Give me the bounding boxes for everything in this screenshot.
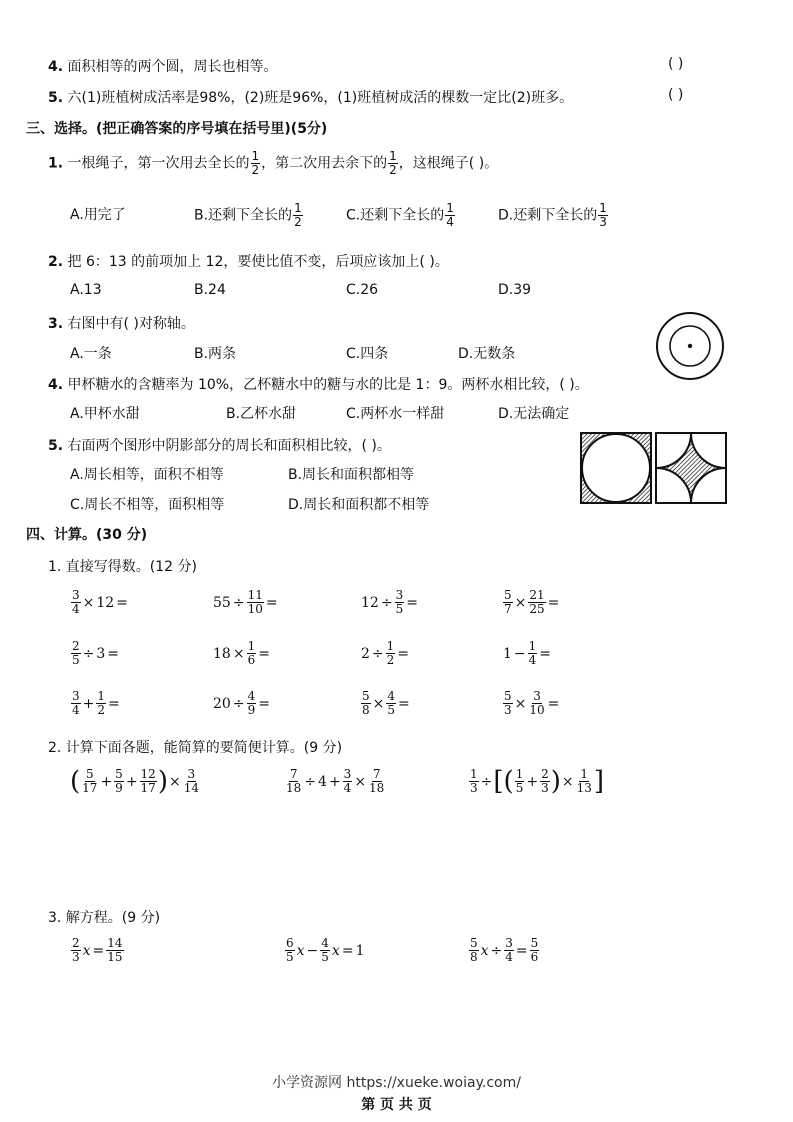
option-d[interactable]: D.无法确定 — [498, 406, 570, 422]
judge-q5 — [48, 87, 573, 107]
calc-expr[interactable]: $\frac{3}{4}$ × 12 = — [72, 588, 128, 616]
part-1-label: 1. 直接写得数。(12 分) — [48, 559, 197, 575]
calc-expr[interactable]: 1 − $\frac{1}{4}$ = — [503, 639, 552, 667]
option-b[interactable]: B.周长和面积都相等 — [288, 467, 415, 483]
choice-q3 — [48, 313, 195, 333]
q-number: 4. — [48, 377, 64, 393]
option-c[interactable]: C.还剩下全长的 $\frac{1}{4}$ — [346, 201, 454, 229]
section-4-title: 四、计算。(30 分) — [26, 527, 148, 543]
q-number: 2. — [48, 254, 64, 270]
q-text: 右图中有( )对称轴。 — [67, 316, 195, 332]
choice-q4 — [48, 374, 589, 394]
q-text: ，这根绳子( )。 — [398, 155, 499, 172]
option-b[interactable]: B.24 — [194, 282, 226, 298]
calc-expr[interactable]: 20 ÷ $\frac{4}{9}$ = — [213, 689, 270, 717]
option-b[interactable]: B.还剩下全长的 $\frac{1}{2}$ — [194, 201, 302, 229]
simplify-expr[interactable]: $\frac{1}{3}$ ÷[( $\frac{1}{5}$ + $\frac{2}{3}$ )× $\frac{1}{13}$ ] — [470, 766, 605, 797]
judge-q4 — [48, 56, 278, 76]
footer-source: 小学资源网 https://xueke.woiay.com/ — [272, 1075, 521, 1091]
option-d[interactable]: D.周长和面积都不相等 — [288, 497, 430, 513]
page-number: 第 页 共 页 — [361, 1097, 432, 1113]
part-3-label: 3. 解方程。(9 分) — [48, 910, 161, 926]
calc-expr[interactable]: 2 ÷ $\frac{1}{2}$ = — [361, 639, 410, 667]
calc-expr[interactable]: $\frac{5}{8}$ × $\frac{4}{5}$ = — [362, 689, 410, 717]
option-c[interactable]: C.两杯水一样甜 — [346, 406, 445, 422]
option-d[interactable]: D.39 — [498, 282, 532, 298]
option-b[interactable]: B.两条 — [194, 346, 237, 362]
simplify-expr[interactable]: $\frac{7}{18}$ ÷ 4 + $\frac{3}{4}$ × $\frac{7}{18}$ — [286, 767, 385, 795]
q-text: 右面两个图形中阴影部分的周长和面积相比较，( )。 — [67, 438, 391, 454]
q-text: 面积相等的两个圆，周长也相等。 — [67, 59, 278, 75]
choice-q1 — [48, 150, 498, 177]
calc-expr[interactable]: $\frac{5}{7}$ × $\frac{21}{25}$ = — [504, 588, 560, 616]
choice-q2 — [48, 251, 449, 271]
q-text: 六(1)班植树成活率是98%，(2)班是96%，(1)班植树成活的棵数一定比(2)班多。 — [67, 90, 574, 106]
equation[interactable]: $\frac{2}{3}$ x = $\frac{14}{15}$ — [72, 936, 123, 964]
q-number: 5. — [48, 90, 64, 106]
option-b[interactable]: B.乙杯水甜 — [226, 406, 297, 422]
calc-expr[interactable]: 12 ÷ $\frac{3}{5}$ = — [361, 588, 418, 616]
fraction: $\frac{1}{2}$ — [251, 149, 260, 177]
part-2-label: 2. 计算下面各题，能简算的要简便计算。(9 分) — [48, 740, 343, 756]
q-number: 4. — [48, 59, 64, 75]
option-a[interactable]: A.一条 — [70, 346, 112, 362]
option-a[interactable]: A.用完了 — [70, 207, 126, 223]
star-in-square-figure — [656, 433, 726, 503]
option-d[interactable]: D.无数条 — [458, 346, 516, 362]
option-d[interactable]: D.还剩下全长的 $\frac{1}{3}$ — [498, 201, 607, 229]
option-a[interactable]: A.甲杯水甜 — [70, 406, 140, 422]
q-text: 一根绳子，第一次用去全长的 — [67, 155, 250, 172]
fraction: $\frac{1}{2}$ — [389, 149, 397, 177]
equation[interactable]: $\frac{6}{5}$ x − $\frac{4}{5}$ x = 1 — [286, 936, 365, 964]
option-a[interactable]: A.周长相等，面积不相等 — [70, 467, 224, 483]
q-text: ，第二次用去余下的 — [261, 155, 388, 172]
section-3-title: 三、选择。(把正确答案的序号填在括号里)(5分) — [26, 121, 328, 137]
answer-paren[interactable]: ( ) — [668, 56, 684, 72]
equation[interactable]: $\frac{5}{8}$ x ÷ $\frac{3}{4}$ = $\frac{5}{6}$ — [470, 936, 539, 964]
concentric-circles-figure — [654, 310, 726, 382]
choice-q5 — [48, 435, 391, 455]
calc-expr[interactable]: $\frac{5}{3}$ × $\frac{3}{10}$ = — [504, 689, 560, 717]
calc-expr[interactable]: 18 × $\frac{1}{6}$ = — [213, 639, 270, 667]
q-text: 甲杯糖水的含糖率为 10%，乙杯糖水中的糖与水的比是 1：9。两杯水相比较，( )。 — [67, 377, 589, 393]
calc-expr[interactable]: $\frac{3}{4}$ + $\frac{1}{2}$ = — [72, 689, 120, 717]
option-c[interactable]: C.四条 — [346, 346, 389, 362]
q-number: 1. — [48, 155, 64, 172]
answer-paren[interactable]: ( ) — [668, 87, 684, 103]
q-text: 把 6：13 的前项加上 12，要使比值不变，后项应该加上( )。 — [67, 254, 449, 270]
calc-expr[interactable]: 55 ÷ $\frac{11}{10}$ = — [213, 588, 278, 616]
q-number: 5. — [48, 438, 64, 454]
option-c[interactable]: C.26 — [346, 282, 379, 298]
square-with-circle-figure — [581, 433, 651, 503]
q-number: 3. — [48, 316, 64, 332]
simplify-expr[interactable]: ( $\frac{5}{17}$ + $\frac{5}{9}$ + $\frac{12}{17}$ )× $\frac{3}{14}$ — [70, 766, 199, 797]
option-a[interactable]: A.13 — [70, 282, 102, 298]
option-c[interactable]: C.周长不相等，面积相等 — [70, 497, 225, 513]
shaded-figures — [580, 432, 728, 504]
calc-expr[interactable]: $\frac{2}{5}$ ÷ 3 = — [72, 639, 120, 667]
